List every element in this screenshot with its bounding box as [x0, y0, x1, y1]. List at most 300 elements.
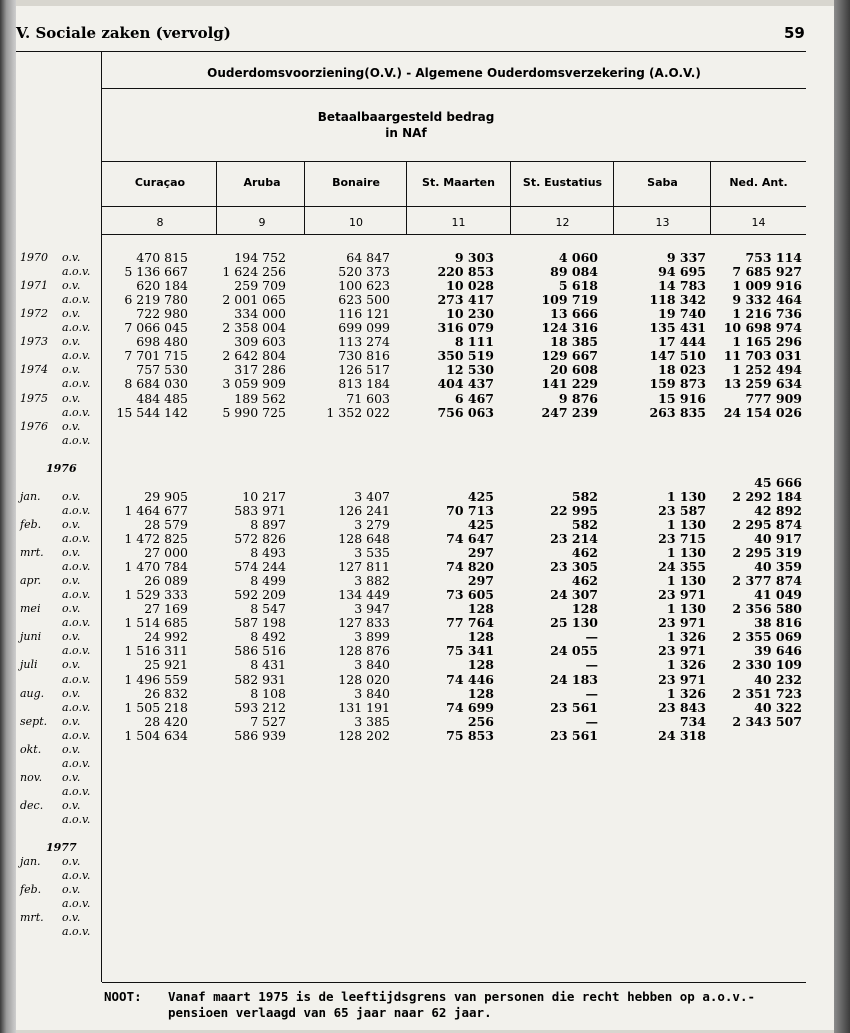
table-cell: 40 917	[754, 531, 802, 546]
table-cell: 25 921	[144, 657, 188, 673]
table-cell: 520 373	[338, 264, 390, 280]
column-header: Ned. Ant.	[729, 176, 788, 189]
table-cell: 39 646	[754, 643, 802, 659]
table-cell: 109 719	[541, 292, 598, 308]
row-type: a.o.v.	[62, 756, 91, 770]
table-cell: 3 059 909	[222, 376, 286, 392]
row-type: a.o.v.	[62, 672, 91, 686]
row-type: o.v.	[62, 307, 81, 321]
row-type: a.o.v.	[62, 433, 91, 447]
table-cell: 23 843	[658, 699, 706, 715]
table-cell: 1 252 494	[732, 362, 802, 378]
row-period: juni	[20, 630, 42, 644]
table-cell: 23 715	[658, 531, 706, 546]
table-cell: 2 355 069	[732, 629, 802, 645]
table-cell: 15 916	[658, 390, 706, 406]
table-cell: 12 530	[446, 362, 494, 378]
table-cell: 3 279	[354, 516, 390, 532]
table-cell: 18 023	[658, 362, 706, 378]
table-cell: 582	[571, 488, 598, 504]
table-cell: 2 356 580	[732, 601, 802, 617]
table-cell: 4 060	[558, 250, 598, 265]
column-number: 11	[451, 216, 466, 229]
title-rule	[102, 88, 806, 89]
table-cell: 6 219 780	[124, 292, 188, 308]
table-cell: 189 562	[234, 390, 286, 406]
table-cell: 2 377 874	[732, 573, 802, 589]
row-type: o.v.	[62, 602, 81, 616]
table-cell: 29 905	[144, 488, 188, 504]
table-cell: 3 840	[354, 657, 390, 673]
table-cell: 592 209	[234, 587, 286, 603]
table-cell: 70 713	[446, 502, 494, 518]
table-cell: 316 079	[437, 320, 494, 336]
table-cell: 777 909	[745, 390, 802, 406]
table-cell: 64 847	[346, 250, 390, 265]
table-cell: 593 212	[234, 699, 286, 715]
table-cell: 3 385	[354, 713, 390, 729]
table-cell: 11 703 031	[723, 348, 802, 364]
row-type: a.o.v.	[62, 265, 91, 279]
row-period: jan.	[20, 489, 41, 503]
row-type: o.v.	[62, 279, 81, 293]
row-type: o.v.	[62, 742, 81, 756]
table-cell: 147 510	[649, 348, 706, 364]
row-type: o.v.	[62, 714, 81, 728]
table-cell: 25 130	[550, 615, 598, 631]
column-header: St. Eustatius	[522, 176, 603, 189]
table-cell: 1 504 634	[124, 727, 188, 743]
table-cell: 6 467	[454, 390, 494, 406]
table-cell: 7 701 715	[124, 348, 188, 364]
row-type: o.v.	[62, 911, 81, 925]
table-cell: 220 853	[437, 264, 494, 280]
table-cell: 9 337	[666, 250, 706, 265]
table-cell: 7 527	[250, 713, 286, 729]
table-cell: 2 642 804	[222, 348, 286, 364]
table-cell: 623 500	[338, 292, 390, 308]
page-number: 59	[784, 24, 805, 42]
row-type: a.o.v.	[62, 349, 91, 363]
column-header: Curaçao	[134, 176, 186, 189]
table-cell: 1 009 916	[732, 278, 802, 294]
table-cell: 2 292 184	[732, 488, 802, 504]
table-cell: 3 899	[354, 629, 390, 645]
table-cell: 334 000	[234, 306, 286, 322]
row-type: a.o.v.	[62, 784, 91, 798]
row-period: juli	[20, 658, 38, 672]
row-type: a.o.v.	[62, 560, 91, 574]
row-type: o.v.	[62, 798, 81, 812]
table-cell: 74 699	[446, 699, 494, 715]
table-cell: 23 971	[658, 587, 706, 603]
table-cell: 126 241	[338, 502, 390, 518]
table-cell: 734	[679, 713, 706, 729]
table-cell: 77 764	[446, 615, 494, 631]
row-period: 1977	[46, 841, 77, 855]
table-cell: 40 232	[754, 671, 802, 687]
table-cell: 13 666	[550, 306, 598, 322]
table-cell: 129 667	[541, 348, 598, 364]
table-cell: 1 130	[666, 601, 706, 617]
table-cell: 3 535	[354, 545, 390, 561]
table-cell: 28 420	[144, 713, 188, 729]
table-cell: 26 089	[144, 573, 188, 589]
table-cell: 7 066 045	[124, 320, 188, 336]
table-cell: 757 530	[136, 362, 188, 378]
table-cell: —	[585, 629, 598, 645]
table-cell: 1 624 256	[222, 264, 286, 280]
column-number: 14	[751, 216, 766, 229]
column-number: 13	[655, 216, 670, 229]
table-cell: 470 815	[136, 250, 188, 265]
column-header: Aruba	[243, 176, 281, 189]
table-cell: 128	[467, 685, 494, 701]
row-type: a.o.v.	[62, 700, 91, 714]
table-cell: 10 217	[242, 488, 286, 504]
row-type: o.v.	[62, 363, 81, 377]
table-cell: 14 783	[658, 278, 706, 294]
table-cell: 75 853	[446, 727, 494, 743]
table-cell: 27 000	[144, 545, 188, 561]
table-cell: 8 493	[250, 545, 286, 561]
table-cell: 126 517	[338, 362, 390, 378]
column-number: 10	[349, 216, 363, 229]
table-cell: 1 464 677	[124, 502, 188, 518]
row-type: o.v.	[62, 630, 81, 644]
row-type: a.o.v.	[62, 532, 91, 545]
column-header: St. Maarten	[422, 176, 495, 189]
table-cell: 2 001 065	[222, 292, 286, 308]
column-number: 12	[555, 216, 570, 229]
table-cell: 74 820	[446, 559, 494, 575]
table-cell: 297	[467, 573, 494, 589]
table-cell: 10 028	[446, 278, 494, 294]
row-period: sept.	[20, 714, 48, 728]
table-cell: 2 295 874	[732, 516, 802, 532]
table-subtitle-line1: Betaalbaargesteld bedrag	[317, 110, 495, 124]
table-cell: 38 816	[754, 615, 802, 631]
table-cell: 8 547	[250, 601, 286, 617]
table-cell: 24 992	[144, 629, 188, 645]
table-cell: —	[585, 713, 598, 729]
table-cell: 2 351 723	[732, 685, 802, 701]
table-cell: —	[585, 685, 598, 701]
row-period: mei	[20, 602, 41, 616]
table-subtitle-line2: in NAf	[385, 126, 427, 140]
table-cell: 41 049	[754, 587, 802, 603]
table-cell: 3 882	[354, 573, 390, 589]
table-cell: 40 322	[754, 699, 802, 715]
table-cell: 425	[467, 488, 494, 504]
table-cell: 620 184	[136, 278, 188, 294]
table-cell: 1 472 825	[124, 531, 188, 546]
table-cell: 1 326	[666, 657, 706, 673]
row-type: o.v.	[62, 391, 81, 405]
table-cell: 124 316	[541, 320, 598, 336]
column-header: Saba	[647, 176, 678, 189]
table-cell: 698 480	[136, 334, 188, 350]
table-cell: 8 431	[250, 657, 286, 673]
column-number: 9	[258, 216, 266, 229]
note-label: NOOT:	[104, 989, 142, 1004]
row-type: o.v.	[62, 517, 81, 531]
table-cell: 118 342	[649, 292, 706, 308]
table-cell: 572 826	[234, 531, 286, 546]
table-cell: 297	[467, 545, 494, 561]
table-cell: 23 587	[658, 502, 706, 518]
row-type: o.v.	[62, 883, 81, 897]
table-cell: 1 352 022	[326, 404, 390, 420]
table-cell: 484 485	[136, 390, 188, 406]
table-cell: 1 529 333	[124, 587, 188, 603]
table-cell: 309 603	[234, 334, 286, 350]
table-cell: 5 136 667	[124, 264, 188, 280]
table-cell: 128	[467, 601, 494, 617]
table-cell: 1 514 685	[124, 615, 188, 631]
section-title: V. Sociale zaken (vervolg)	[16, 24, 231, 42]
row-period: 1970	[20, 251, 48, 264]
table-cell: 135 431	[649, 320, 706, 336]
table-cell: 100 623	[338, 278, 390, 294]
table-cell: 131 191	[338, 699, 390, 715]
table-cell: 8 111	[454, 334, 494, 350]
table-cell: 24 154 026	[723, 404, 802, 420]
table-cell: 1 505 218	[124, 699, 188, 715]
table-cell: 2 330 109	[732, 657, 802, 673]
row-period: feb.	[20, 883, 42, 897]
row-period: 1976	[20, 419, 48, 433]
table-cell: 17 444	[658, 334, 706, 350]
row-type: a.o.v.	[62, 616, 91, 630]
table-cell: 462	[571, 545, 598, 561]
table-title: Ouderdomsvoorziening(O.V.) - Algemene Ouderdomsverzekering (A.O.V.)	[207, 66, 701, 80]
row-period: 1971	[20, 279, 48, 293]
row-type: o.v.	[62, 855, 81, 869]
table-cell: 94 695	[658, 264, 706, 280]
table-cell: 1 516 311	[124, 643, 188, 659]
table-cell: 89 084	[550, 264, 598, 280]
table-cell: 317 286	[234, 362, 286, 378]
table-cell: 75 341	[446, 643, 494, 659]
table-cell: 19 740	[658, 306, 706, 322]
table-cell: 13 259 634	[723, 376, 802, 392]
table-cell: 582	[571, 516, 598, 532]
table-cell: 23 214	[550, 531, 598, 546]
row-period: 1975	[20, 391, 48, 405]
table-cell: 128 876	[338, 643, 390, 659]
table-cell: 8 897	[250, 516, 286, 532]
row-type: a.o.v.	[62, 728, 91, 742]
table-cell: 194 752	[234, 250, 286, 265]
table-cell: 730 816	[338, 348, 390, 364]
note-line-2: pensioen verlaagd van 65 jaar naar 62 jaar.	[168, 1005, 492, 1020]
table-cell: 263 835	[649, 404, 706, 420]
table-cell: 24 307	[550, 587, 598, 603]
table-cell: 15 544 142	[116, 404, 188, 420]
table-cell: 350 519	[437, 348, 494, 364]
table-cell: 583 971	[234, 502, 286, 518]
table-cell: 23 305	[550, 559, 598, 575]
row-type: a.o.v.	[62, 813, 91, 826]
row-type: o.v.	[62, 489, 81, 503]
row-type: a.o.v.	[62, 405, 91, 419]
table-cell: 273 417	[437, 292, 494, 308]
table-cell: 813 184	[338, 376, 390, 392]
row-type: o.v.	[62, 335, 81, 349]
table-cell: 27 169	[144, 601, 188, 617]
row-period: 1974	[20, 363, 48, 377]
table-cell: 9 332 464	[732, 292, 802, 308]
row-type: o.v.	[62, 419, 81, 433]
table-cell: 8 492	[250, 629, 286, 645]
table-cell: 722 980	[136, 306, 188, 322]
table-cell: 45 666	[754, 474, 802, 490]
row-period: mrt.	[20, 911, 44, 925]
row-type: o.v.	[62, 574, 81, 588]
row-type: o.v.	[62, 546, 81, 560]
table-cell: 40 359	[754, 559, 802, 575]
table-cell: 71 603	[346, 390, 390, 406]
row-type: a.o.v.	[62, 925, 91, 939]
table-cell: 8 684 030	[124, 376, 188, 392]
row-type: a.o.v.	[62, 377, 91, 391]
row-period: 1973	[20, 335, 48, 349]
table-cell: 3 407	[354, 488, 390, 504]
table-cell: 587 198	[234, 615, 286, 631]
row-type: a.o.v.	[62, 503, 91, 517]
table-cell: 24 318	[658, 727, 706, 743]
row-type: a.o.v.	[62, 869, 91, 883]
table-cell: 247 239	[541, 404, 598, 420]
table-cell: 699 099	[338, 320, 390, 336]
table-cell: 24 355	[658, 559, 706, 575]
table-cell: 128 648	[338, 531, 390, 546]
row-period: okt.	[20, 742, 42, 756]
colhead-rule	[102, 206, 806, 207]
table-cell: 24 055	[550, 643, 598, 659]
table-cell: 5 618	[558, 278, 598, 294]
table-cell: 24 183	[550, 671, 598, 687]
table-cell: 2 295 319	[732, 545, 802, 561]
table-cell: 128 020	[338, 671, 390, 687]
table-cell: 23 561	[550, 727, 598, 743]
table-cell: 1 326	[666, 685, 706, 701]
table-cell: 42 892	[754, 502, 802, 518]
table-cell: 1 326	[666, 629, 706, 645]
table-cell: 1 216 736	[732, 306, 802, 322]
table-cell: 1 496 559	[124, 671, 188, 687]
table-cell: 574 244	[234, 559, 286, 575]
colnum-rule	[102, 234, 806, 235]
table-cell: 259 709	[234, 278, 286, 294]
table-cell: 127 833	[338, 615, 390, 631]
table-cell: —	[585, 657, 598, 673]
table-cell: 1 130	[666, 516, 706, 532]
row-period: mrt.	[20, 546, 44, 560]
table-cell: 3 947	[354, 601, 390, 617]
table-cell: 128	[467, 629, 494, 645]
column-header: Bonaire	[332, 176, 380, 189]
table-cell: 141 229	[541, 376, 598, 392]
table-cell: 1 130	[666, 573, 706, 589]
table-cell: 134 449	[338, 587, 390, 603]
table-cell: 462	[571, 573, 598, 589]
table-cell: 9 303	[454, 250, 494, 265]
table-cell: 5 990 725	[222, 404, 286, 420]
table-cell: 586 939	[234, 727, 286, 743]
table-top-rule	[16, 51, 806, 52]
table-cell: 26 832	[144, 685, 188, 701]
table-cell: 74 446	[446, 671, 494, 687]
table-cell: 753 114	[745, 250, 802, 265]
column-number: 8	[156, 216, 164, 229]
row-type: a.o.v.	[62, 897, 91, 911]
row-period: aug.	[20, 686, 45, 700]
table-cell: 28 579	[144, 516, 188, 532]
table-cell: 128	[467, 657, 494, 673]
table-cell: 22 995	[550, 502, 598, 518]
row-type: a.o.v.	[62, 321, 91, 335]
note-line-1: Vanaf maart 1975 is de leeftijdsgrens van personen die recht hebben op a.o.v.-	[168, 989, 755, 1004]
table-cell: 3 840	[354, 685, 390, 701]
table-cell: 10 230	[446, 306, 494, 322]
table-cell: 2 358 004	[222, 320, 286, 336]
page-edge	[834, 0, 850, 1033]
row-type: o.v.	[62, 770, 81, 784]
table-cell: 9 876	[558, 390, 598, 406]
table-cell: 74 647	[446, 531, 494, 546]
row-type: o.v.	[62, 251, 81, 264]
table-cell: 127 811	[338, 559, 390, 575]
row-type: a.o.v.	[62, 293, 91, 307]
table-cell: 23 561	[550, 699, 598, 715]
table-bottom-rule	[102, 982, 806, 983]
row-type: a.o.v.	[62, 644, 91, 658]
table-cell: 10 698 974	[723, 320, 802, 336]
row-type: a.o.v.	[62, 588, 91, 602]
table-cell: 2 343 507	[732, 713, 802, 729]
table-cell: 73 605	[446, 587, 494, 603]
table-cell: 1 470 784	[124, 559, 188, 575]
table-cell: 23 971	[658, 615, 706, 631]
table-cell: 128 202	[338, 727, 390, 743]
table-cell: 582 931	[234, 671, 286, 687]
row-period: dec.	[20, 798, 44, 812]
document-page	[16, 6, 834, 1030]
book-binding	[0, 0, 16, 1033]
table-cell: 1 130	[666, 545, 706, 561]
table-cell: 8 108	[250, 685, 286, 701]
table-cell: 159 873	[649, 376, 706, 392]
table-cell: 113 274	[338, 334, 390, 350]
table-cell: 425	[467, 516, 494, 532]
row-period: 1972	[20, 307, 48, 321]
table-cell: 8 499	[250, 573, 286, 589]
table-cell: 116 121	[338, 306, 390, 322]
table-cell: 20 608	[550, 362, 598, 378]
subtitle-rule	[102, 161, 806, 162]
table-cell: 756 063	[437, 404, 494, 420]
row-period: nov.	[20, 770, 43, 784]
table-cell: 586 516	[234, 643, 286, 659]
row-type: o.v.	[62, 686, 81, 700]
row-period: apr.	[20, 574, 42, 588]
table-cell: 256	[467, 713, 494, 729]
table-cell: 18 385	[550, 334, 598, 350]
table-cell: 1 165 296	[732, 334, 802, 350]
table-cell: 23 971	[658, 671, 706, 687]
